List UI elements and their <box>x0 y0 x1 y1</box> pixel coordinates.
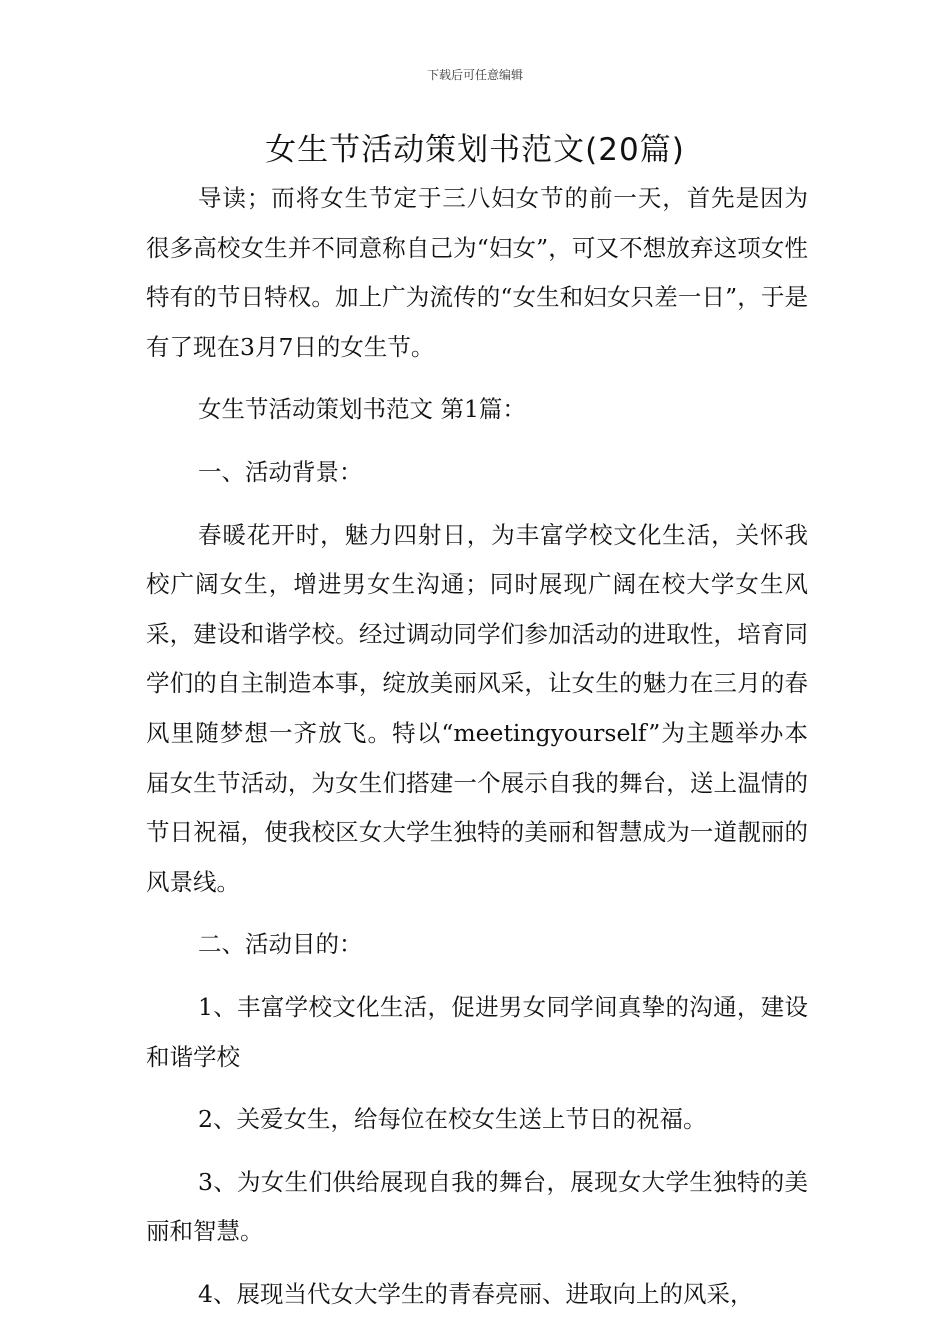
paragraph-background: 春暖花开时，魅力四射日，为丰富学校文化生活，关怀我校广阔女生，增进男女生沟通；同时展现广阔在校大学女生风采，建设和谐学校。经过调动同学们参加活动的进取性，培育同学们的自主制造本事，绽放美丽风采，让女生的魅力在三月的春风里随梦想一齐放飞。特以“meetingyourself”为主题举办本届女生节活动，为女生们搭建一个展示自我的舞台，送上温情的节日祝福，使我校区女大学生独特的美丽和智慧成为一道靓丽的风景线。 <box>146 520 808 896</box>
paragraph-section-heading: 女生节活动策划书范文 第1篇： <box>198 395 526 424</box>
page-header: 下载后可任意编辑 <box>426 68 523 82</box>
paragraph-purpose-1: 1、丰富学校文化生活，促进男女同学间真挚的沟通，建设和谐学校 <box>146 992 808 1071</box>
paragraph-intro: 导读；而将女生节定于三八妇女节的前一天，首先是因为很多高校女生并不同意称自己为“妇女”，可又不想放弃这项女性特有的节日特权。加上广为流传的“女生和妇女只差一日”，于是有了现在3月7日的女生节。 <box>146 184 808 361</box>
paragraph-purpose-heading: 二、活动目的： <box>198 930 363 959</box>
paragraph-background-heading: 一、活动背景： <box>198 457 363 486</box>
paragraph-purpose-2: 2、关爱女生，给每位在校女生送上节日的祝福。 <box>198 1105 707 1134</box>
document-title: 女生节活动策划书范文(20篇) <box>265 132 685 168</box>
document-body <box>146 174 808 1319</box>
paragraph-purpose-4: 4、展现当代女大学生的青春亮丽、进取向上的风采， <box>198 1279 754 1308</box>
paragraph-purpose-3: 3、为女生们供给展现自我的舞台，展现女大学生独特的美丽和智慧。 <box>146 1167 808 1246</box>
